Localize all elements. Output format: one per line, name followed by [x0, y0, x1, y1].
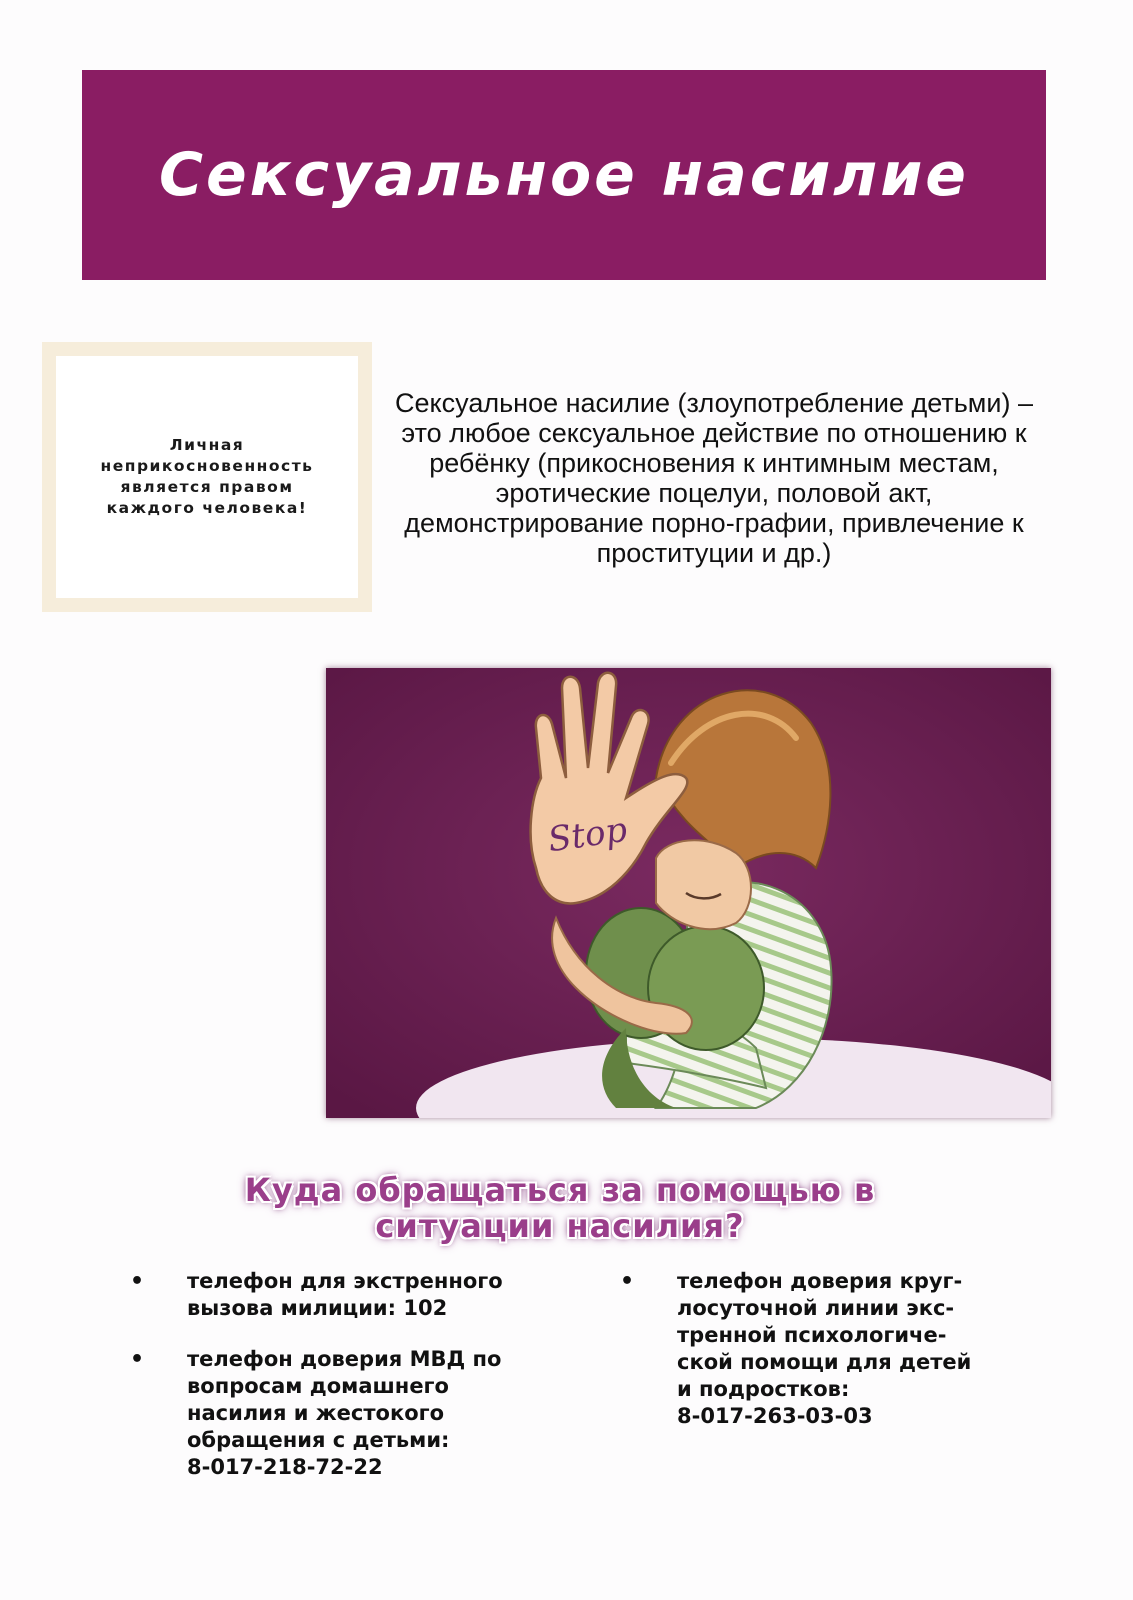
page-title: Сексуальное насилие — [159, 140, 969, 210]
note-box — [56, 356, 358, 598]
contact-text: телефон для экстренного вызова милиции: 102 — [187, 1269, 503, 1320]
contacts-left-list — [130, 1268, 560, 1505]
contact-item — [620, 1268, 1020, 1430]
contact-item — [130, 1268, 560, 1322]
bullet-icon: • — [620, 1269, 635, 1294]
note-frame — [42, 342, 372, 612]
child-stop-illustration — [326, 668, 1051, 1118]
contacts-right-list — [620, 1268, 1020, 1454]
help-heading: Куда обращаться за помощью в ситуации насилия? — [244, 1171, 876, 1245]
illustration — [326, 668, 1051, 1118]
stop-hand-text: Stop — [545, 809, 630, 861]
contact-text: телефон доверия круг- лосуточной линии экс- тренной психологиче- ской помощи для детей и подростков: 8-017-263-03-03 — [677, 1269, 972, 1428]
contact-text: телефон доверия МВД по вопросам домашнего насилия и жестокого обращения с детьми: 8-017-218-72-22 — [187, 1347, 502, 1479]
bullet-icon: • — [130, 1347, 145, 1372]
title-banner — [82, 70, 1046, 280]
note-text: Личная неприкосновенность является правом каждого человека! — [100, 436, 314, 517]
contact-item — [130, 1346, 560, 1481]
bullet-icon: • — [130, 1269, 145, 1294]
definition-text: Сексуальное насилие (злоупотребление детьми) – это любое сексуальное действие по отношению к ребёнку (прикосновения к интимным местам, эротические поцелуи, половой акт, демонстрирование порно-графии, привлечение к проституции и др.) — [395, 388, 1033, 568]
